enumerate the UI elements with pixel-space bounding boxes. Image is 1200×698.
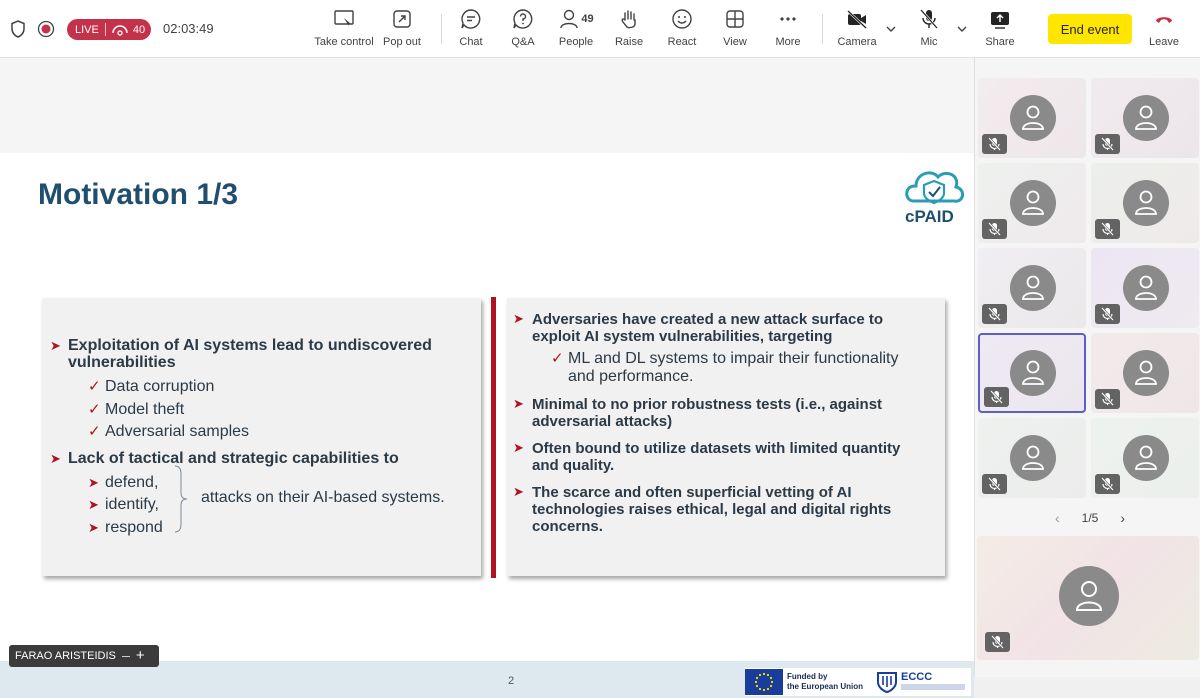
avatar xyxy=(1123,265,1169,311)
slide-page-number: 2 xyxy=(508,675,515,687)
right-bullet-2-line-1: Minimal to no prior robustness tests (i.e., against xyxy=(532,396,883,413)
eccc-shield-icon xyxy=(875,670,899,694)
participant-gallery xyxy=(974,58,1200,677)
person-icon xyxy=(1021,275,1045,301)
person-icon xyxy=(1134,275,1158,301)
share-label: Share xyxy=(985,36,1015,48)
take-control-label: Take control xyxy=(314,36,374,48)
checkmark-icon: ✓ xyxy=(88,423,101,440)
avatar xyxy=(1123,435,1169,481)
bullet-arrow-icon: ➤ xyxy=(50,338,61,353)
eu-funding-line-1: Funded by xyxy=(787,672,828,681)
left-bullet-1-line-1: Exploitation of AI systems lead to undiscovered xyxy=(68,337,432,354)
chat-label: Chat xyxy=(459,36,483,48)
more-button[interactable] xyxy=(758,8,818,52)
sub-arrow-icon: ➤ xyxy=(88,475,99,490)
avatar xyxy=(1010,350,1056,396)
right-bullet-1-line-2: exploit AI system vulnerabilities, targeting xyxy=(532,328,833,345)
participant-tile[interactable] xyxy=(1091,248,1199,328)
camera-off-icon xyxy=(846,8,868,30)
gallery-pager xyxy=(1055,510,1125,526)
people-button[interactable] xyxy=(546,8,606,52)
bullet-arrow-icon: ➤ xyxy=(513,396,524,411)
muted-badge xyxy=(1095,304,1120,324)
person-icon xyxy=(1134,360,1158,386)
meeting-toolbar xyxy=(0,0,1200,58)
brace-text: attacks on their AI-based systems. xyxy=(201,489,445,506)
left-bullet-1-line-2: vulnerabilities xyxy=(68,354,176,371)
eu-funding-line-2: the European Union xyxy=(787,682,863,691)
right-content-panel xyxy=(507,298,945,576)
participant-tile[interactable] xyxy=(1091,163,1199,243)
right-bullet-3-line-2: and quality. xyxy=(532,457,615,474)
more-icon xyxy=(777,8,799,30)
take-control-icon xyxy=(333,8,355,30)
person-icon xyxy=(1134,105,1158,131)
shared-content-stage xyxy=(0,58,974,691)
cpaid-logo-text: cPAID xyxy=(905,207,954,226)
smiley-icon xyxy=(671,8,693,30)
right-bullet-4-line-2: technologies raises ethical, legal and digital rights xyxy=(532,501,892,518)
mic-off-icon xyxy=(991,635,1004,649)
leave-button[interactable] xyxy=(1134,8,1194,52)
pop-out-icon xyxy=(391,8,413,30)
more-label: More xyxy=(775,36,801,48)
participant-tile[interactable] xyxy=(978,333,1086,413)
eu-funding-text xyxy=(787,672,863,692)
participant-tile-large[interactable] xyxy=(977,536,1199,660)
avatar xyxy=(1010,95,1056,141)
person-icon xyxy=(1021,105,1045,131)
participant-tile[interactable] xyxy=(978,163,1086,243)
camera-label: Camera xyxy=(837,36,877,48)
viewer-count: 40 xyxy=(132,23,146,36)
mic-off-icon xyxy=(1101,392,1114,406)
camera-button[interactable] xyxy=(827,8,887,52)
muted-badge xyxy=(982,304,1007,324)
sub-arrow-icon: ➤ xyxy=(88,520,99,535)
people-label: People xyxy=(558,36,594,48)
left-sub-item: defend, xyxy=(105,474,159,491)
left-content-panel xyxy=(42,298,481,576)
raise-label: Raise xyxy=(614,36,644,48)
bullet-arrow-icon: ➤ xyxy=(513,440,524,455)
mic-label: Mic xyxy=(920,36,938,48)
right-check-line-1: ML and DL systems to impair their functionality xyxy=(568,350,899,367)
avatar xyxy=(1010,265,1056,311)
mic-off-icon xyxy=(1101,307,1114,321)
mic-options-chevron-icon[interactable] xyxy=(955,22,969,36)
left-check-item: Data corruption xyxy=(105,378,215,395)
view-button[interactable] xyxy=(705,8,765,52)
right-bullet-2-line-2: adversarial attacks) xyxy=(532,413,673,430)
checkmark-icon: ✓ xyxy=(88,401,101,418)
checkmark-icon: ✓ xyxy=(88,378,101,395)
participant-tile[interactable] xyxy=(1091,418,1199,498)
react-label: React xyxy=(667,36,697,48)
muted-badge xyxy=(1095,134,1120,154)
participant-tile[interactable] xyxy=(978,248,1086,328)
participant-tile[interactable] xyxy=(1091,333,1199,413)
bullet-arrow-icon: ➤ xyxy=(50,451,61,466)
leave-label: Leave xyxy=(1149,36,1179,48)
react-button[interactable] xyxy=(652,8,712,52)
right-check-line-2: and performance. xyxy=(568,368,694,385)
avatar xyxy=(1123,350,1169,396)
slide-title: Motivation 1/3 xyxy=(38,178,239,211)
mic-off-icon xyxy=(1101,137,1114,151)
person-icon xyxy=(1021,190,1045,216)
eccc-subtext-bar xyxy=(901,684,965,690)
muted-badge xyxy=(1095,219,1120,239)
presenter-name-tag[interactable] xyxy=(9,645,159,667)
right-bullet-3-line-1: Often bound to utilize datasets with limited quantity xyxy=(532,440,901,457)
chat-button[interactable] xyxy=(441,8,501,52)
person-icon xyxy=(1021,445,1045,471)
left-check-item: Model theft xyxy=(105,401,185,418)
raise-hand-button[interactable] xyxy=(599,8,659,52)
toolbar-divider xyxy=(822,14,823,44)
qa-icon xyxy=(512,8,534,30)
view-label: View xyxy=(723,36,747,48)
mic-button[interactable] xyxy=(899,8,959,52)
mic-off-icon xyxy=(918,8,940,30)
muted-badge xyxy=(982,474,1007,494)
left-sub-item: identify, xyxy=(105,496,159,513)
live-badge xyxy=(67,19,151,40)
eccc-text: ECCC xyxy=(901,671,933,683)
mic-off-icon xyxy=(988,137,1001,151)
avatar xyxy=(1123,95,1169,141)
event-timer: 02:03:49 xyxy=(163,21,214,36)
bullet-arrow-icon: ➤ xyxy=(513,484,524,499)
viewers-icon xyxy=(112,24,128,36)
participant-tile[interactable] xyxy=(978,78,1086,158)
take-control-button[interactable] xyxy=(313,8,375,52)
presentation-slide xyxy=(0,153,974,698)
pager-label: 1/5 xyxy=(1081,511,1099,525)
camera-options-chevron-icon[interactable] xyxy=(884,22,898,36)
curly-brace xyxy=(172,464,192,534)
mic-off-icon xyxy=(990,390,1003,404)
hang-up-icon xyxy=(1153,8,1175,30)
record-icon[interactable] xyxy=(36,19,56,39)
qa-label: Q&A xyxy=(511,36,535,48)
person-icon xyxy=(1021,360,1045,386)
people-icon xyxy=(558,8,580,30)
presenter-name: FARAO ARISTEIDIS xyxy=(15,650,116,662)
person-icon xyxy=(1134,445,1158,471)
participant-tile[interactable] xyxy=(978,418,1086,498)
muted-badge xyxy=(1095,474,1120,494)
mic-off-icon xyxy=(988,222,1001,236)
eu-flag-icon xyxy=(745,669,783,695)
avatar xyxy=(1123,180,1169,226)
pop-out-button[interactable] xyxy=(372,8,432,52)
person-icon xyxy=(1074,580,1104,612)
expand-plus-icon[interactable]: + xyxy=(135,647,145,664)
muted-badge xyxy=(982,134,1007,154)
right-bullet-4-line-1: The scarce and often superficial vetting of AI xyxy=(532,484,852,501)
right-bullet-4-line-3: concerns. xyxy=(532,518,603,535)
people-count: 49 xyxy=(581,13,594,25)
left-sub-item: respond xyxy=(105,519,163,536)
shield-icon[interactable] xyxy=(8,19,28,39)
end-event-button[interactable]: End event xyxy=(1048,14,1132,44)
mic-off-icon xyxy=(988,307,1001,321)
left-bullet-2: Lack of tactical and strategic capabilities to xyxy=(68,450,399,467)
muted-badge xyxy=(984,387,1009,407)
avatar xyxy=(1059,566,1119,626)
pager-next-icon[interactable]: › xyxy=(1120,510,1125,526)
raise-hand-icon xyxy=(618,8,640,30)
participant-tile[interactable] xyxy=(1091,78,1199,158)
share-icon xyxy=(989,8,1011,30)
mic-off-icon xyxy=(1101,477,1114,491)
qa-button[interactable] xyxy=(493,8,553,52)
left-check-item: Adversarial samples xyxy=(105,423,250,440)
pager-prev-icon[interactable]: ‹ xyxy=(1055,510,1060,526)
avatar xyxy=(1010,435,1056,481)
mic-off-icon xyxy=(1101,222,1114,236)
avatar xyxy=(1010,180,1056,226)
person-icon xyxy=(1134,190,1158,216)
pop-out-label: Pop out xyxy=(383,36,421,48)
right-bullet-1-line-1: Adversaries have created a new attack surface to xyxy=(532,311,884,328)
bullet-arrow-icon: ➤ xyxy=(513,311,524,326)
share-button[interactable] xyxy=(970,8,1030,52)
live-label: LIVE xyxy=(75,23,99,36)
checkmark-icon: ✓ xyxy=(551,350,564,367)
red-divider-bar xyxy=(491,297,496,578)
funding-logos xyxy=(745,668,971,696)
muted-badge xyxy=(985,632,1010,652)
sub-arrow-icon: ➤ xyxy=(88,497,99,512)
grid-view-icon xyxy=(724,8,746,30)
minimize-icon[interactable] xyxy=(122,656,130,657)
muted-badge xyxy=(1095,389,1120,409)
chat-icon xyxy=(460,8,482,30)
muted-badge xyxy=(982,219,1007,239)
mic-off-icon xyxy=(988,477,1001,491)
